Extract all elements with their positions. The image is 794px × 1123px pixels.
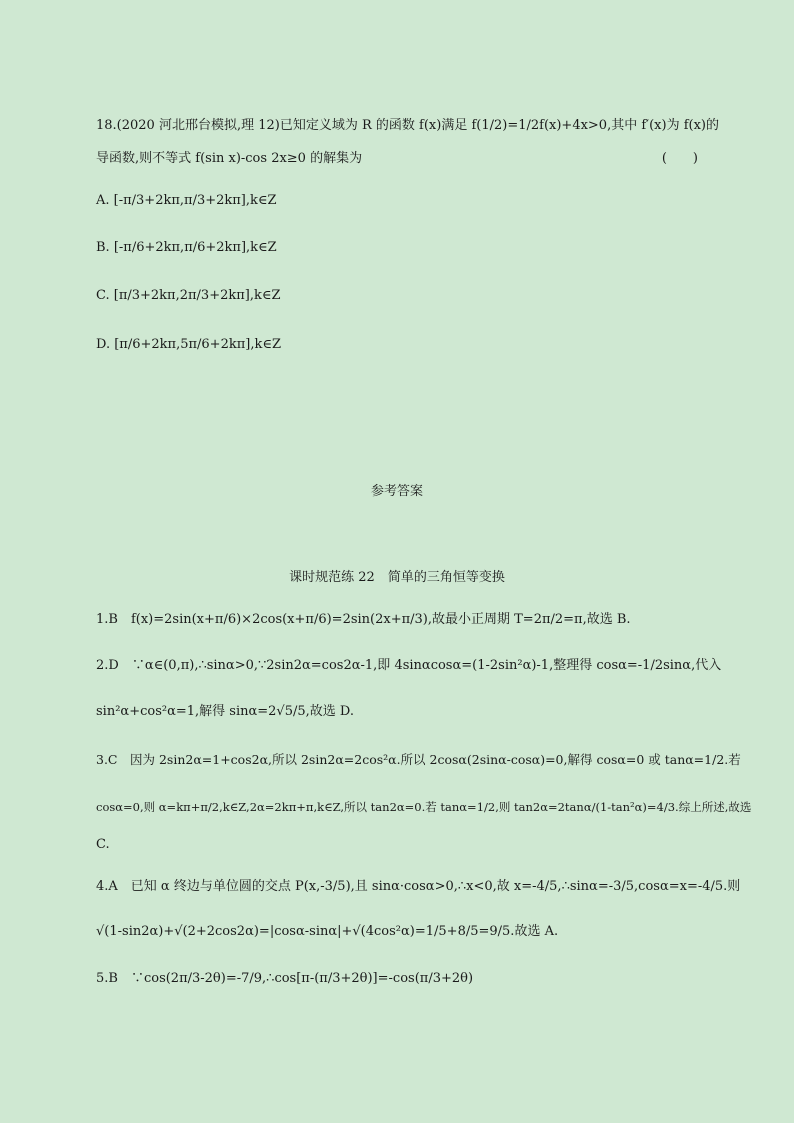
answer-bracket: ( ) <box>661 151 698 166</box>
option-a: A. [-π/3+2kπ,π/3+2kπ],k∈Z <box>96 193 277 208</box>
question-line-2: 导函数,则不等式 f(sin x)-cos 2x≥0 的解集为 <box>96 151 363 166</box>
answer-2-line-2: sin²α+cos²α=1,解得 sinα=2√5/5,故选 D. <box>96 704 354 719</box>
answer-3-line-2: cosα=0,则 α=kπ+π/2,k∈Z,2α=2kπ+π,k∈Z,所以 tan2α=0.若 tanα=1/2,则 tan2α=2tanα/(1-tan²α)=4/3.综上所述,故选 <box>96 800 752 814</box>
option-c: C. [π/3+2kπ,2π/3+2kπ],k∈Z <box>96 288 281 303</box>
answer-3-line-1: 3.C 因为 2sin2α=1+cos2α,所以 2sin2α=2cos²α.所以 2cosα(2sinα-cosα)=0,解得 cosα=0 或 tanα=1/2.若 <box>96 752 741 767</box>
answer-3-line-3: C. <box>96 837 110 852</box>
answer-4-line-2: √(1-sin2α)+√(2+2cos2α)=|cosα-sinα|+√(4cos²α)=1/5+8/5=9/5.故选 A. <box>96 924 559 939</box>
option-d: D. [π/6+2kπ,5π/6+2kπ],k∈Z <box>96 337 281 352</box>
section-title: 课时规范练 22 简单的三角恒等变换 <box>289 570 505 585</box>
answer-4-line-1: 4.A 已知 α 终边与单位圆的交点 P(x,-3/5),且 sinα·cosα>0,∴x<0,故 x=-4/5,∴sinα=-3/5,cosα=x=-4/5.则 <box>96 879 741 894</box>
answer-2-line-1: 2.D ∵α∈(0,π),∴sinα>0,∵2sin2α=cos2α-1,即 4sinαcosα=(1-2sin²α)-1,整理得 cosα=-1/2sinα,代入 <box>96 658 722 673</box>
question-line-1: 18.(2020 河北邢台模拟,理 12)已知定义域为 R 的函数 f(x)满足 f(1/2)=1/2f(x)+4x>0,其中 f′(x)为 f(x)的 <box>96 118 720 133</box>
option-b: B. [-π/6+2kπ,π/6+2kπ],k∈Z <box>96 240 277 255</box>
answers-title: 参考答案 <box>370 484 423 499</box>
answer-1: 1.B f(x)=2sin(x+π/6)×2cos(x+π/6)=2sin(2x+π/3),故最小正周期 T=2π/2=π,故选 B. <box>96 612 631 627</box>
answer-5: 5.B ∵cos(2π/3-2θ)=-7/9,∴cos[π-(π/3+2θ)]=-cos(π/3+2θ) <box>96 971 474 986</box>
